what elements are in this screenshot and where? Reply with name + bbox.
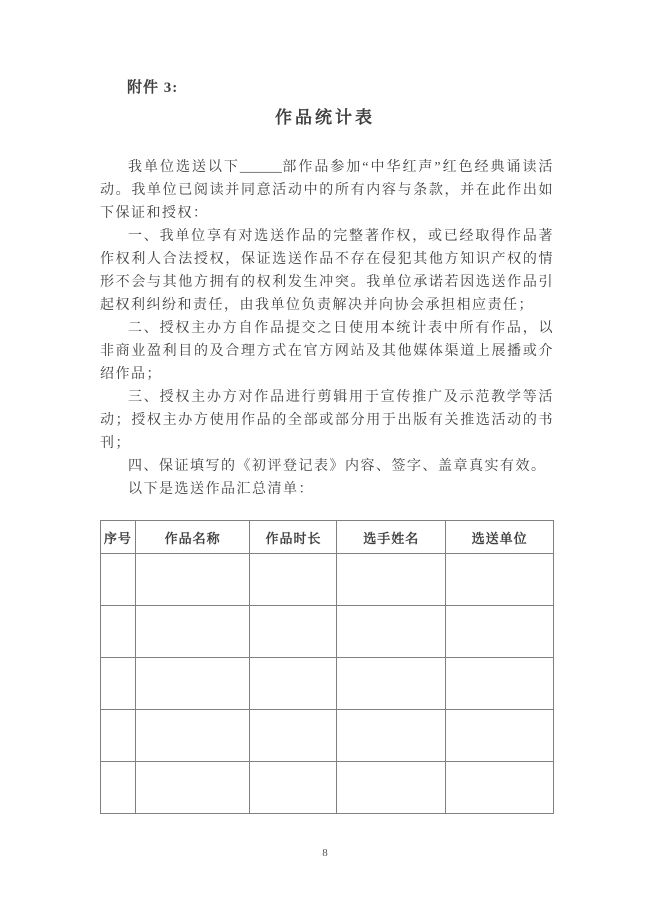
table-cell-empty xyxy=(101,606,136,658)
table-header-player-name: 选手姓名 xyxy=(337,521,446,554)
table-cell-empty xyxy=(101,710,136,762)
table-cell-empty xyxy=(250,762,337,814)
paragraph-intro xyxy=(100,156,554,225)
table-cell-empty xyxy=(446,762,554,814)
table-cell-empty xyxy=(446,658,554,710)
works-count-blank-field: ______ xyxy=(239,160,282,175)
table-header-work-duration: 作品时长 xyxy=(250,521,337,554)
paragraph-clause-3: 三、授权主办方对作品进行剪辑用于宣传推广及示范教学等活动；授权主办方使用作品的全部或部分用于出版有关推选活动的书刊； xyxy=(100,390,554,451)
paragraph-clause-2: 二、授权主办方自作品提交之日使用本统计表中所有作品，以非商业盈利目的及合理方式在官方网站及其他媒体渠道上展播或介绍作品； xyxy=(100,321,554,382)
table-cell-empty xyxy=(446,554,554,606)
page-title: 作品统计表 xyxy=(275,108,375,127)
table-row xyxy=(101,658,554,710)
table-row xyxy=(101,554,554,606)
table-cell-empty xyxy=(250,658,337,710)
table-cell-empty xyxy=(337,554,446,606)
table-header-work-name: 作品名称 xyxy=(135,521,250,554)
works-summary-table xyxy=(100,520,554,814)
table-row xyxy=(101,606,554,658)
table-cell-empty xyxy=(337,606,446,658)
intro-text-before-blank: 我单位选送以下 xyxy=(128,160,240,175)
table-cell-empty xyxy=(250,710,337,762)
table-cell-empty xyxy=(337,658,446,710)
paragraph-clause-4: 四、保证填写的《初评登记表》内容、签字、盖章真实有效。 xyxy=(128,459,547,474)
table-cell-empty xyxy=(250,554,337,606)
table-cell-empty xyxy=(135,606,250,658)
intro-text-after-blank: 部作品参加“中华红声”红色经典诵读活动。我单位已阅读并同意活动中的所有内容与条款，并在此作出如下保证和授权： xyxy=(100,160,555,221)
table-row xyxy=(101,762,554,814)
table-cell-empty xyxy=(101,658,136,710)
paragraph-list-intro: 以下是选送作品汇总清单： xyxy=(128,482,314,497)
table-cell-empty xyxy=(101,762,136,814)
attachment-label: 附件 3: xyxy=(127,80,179,96)
document-body xyxy=(100,156,554,501)
paragraph-clause-1: 一、我单位享有对选送作品的完整著作权，或已经取得作品著作权利人合法授权，保证选送作品不存在侵犯其他方知识产权的情形不会与其他方拥有的权利发生冲突。我单位承诺若因选送作品引起权利纠纷和责任，由我单位负责解决并向协会承担相应责任； xyxy=(100,229,554,313)
table-cell-empty xyxy=(446,710,554,762)
table-header-seq: 序号 xyxy=(101,521,136,554)
table-cell-empty xyxy=(337,710,446,762)
table-cell-empty xyxy=(101,554,136,606)
table-cell-empty xyxy=(446,606,554,658)
table-row xyxy=(101,710,554,762)
table-cell-empty xyxy=(135,658,250,710)
table-cell-empty xyxy=(135,710,250,762)
page-number: 8 xyxy=(322,847,328,859)
table-header-row xyxy=(101,521,554,554)
table-cell-empty xyxy=(250,606,337,658)
table-header-submitting-unit: 选送单位 xyxy=(446,521,554,554)
table-cell-empty xyxy=(135,762,250,814)
table-cell-empty xyxy=(135,554,250,606)
table-cell-empty xyxy=(337,762,446,814)
